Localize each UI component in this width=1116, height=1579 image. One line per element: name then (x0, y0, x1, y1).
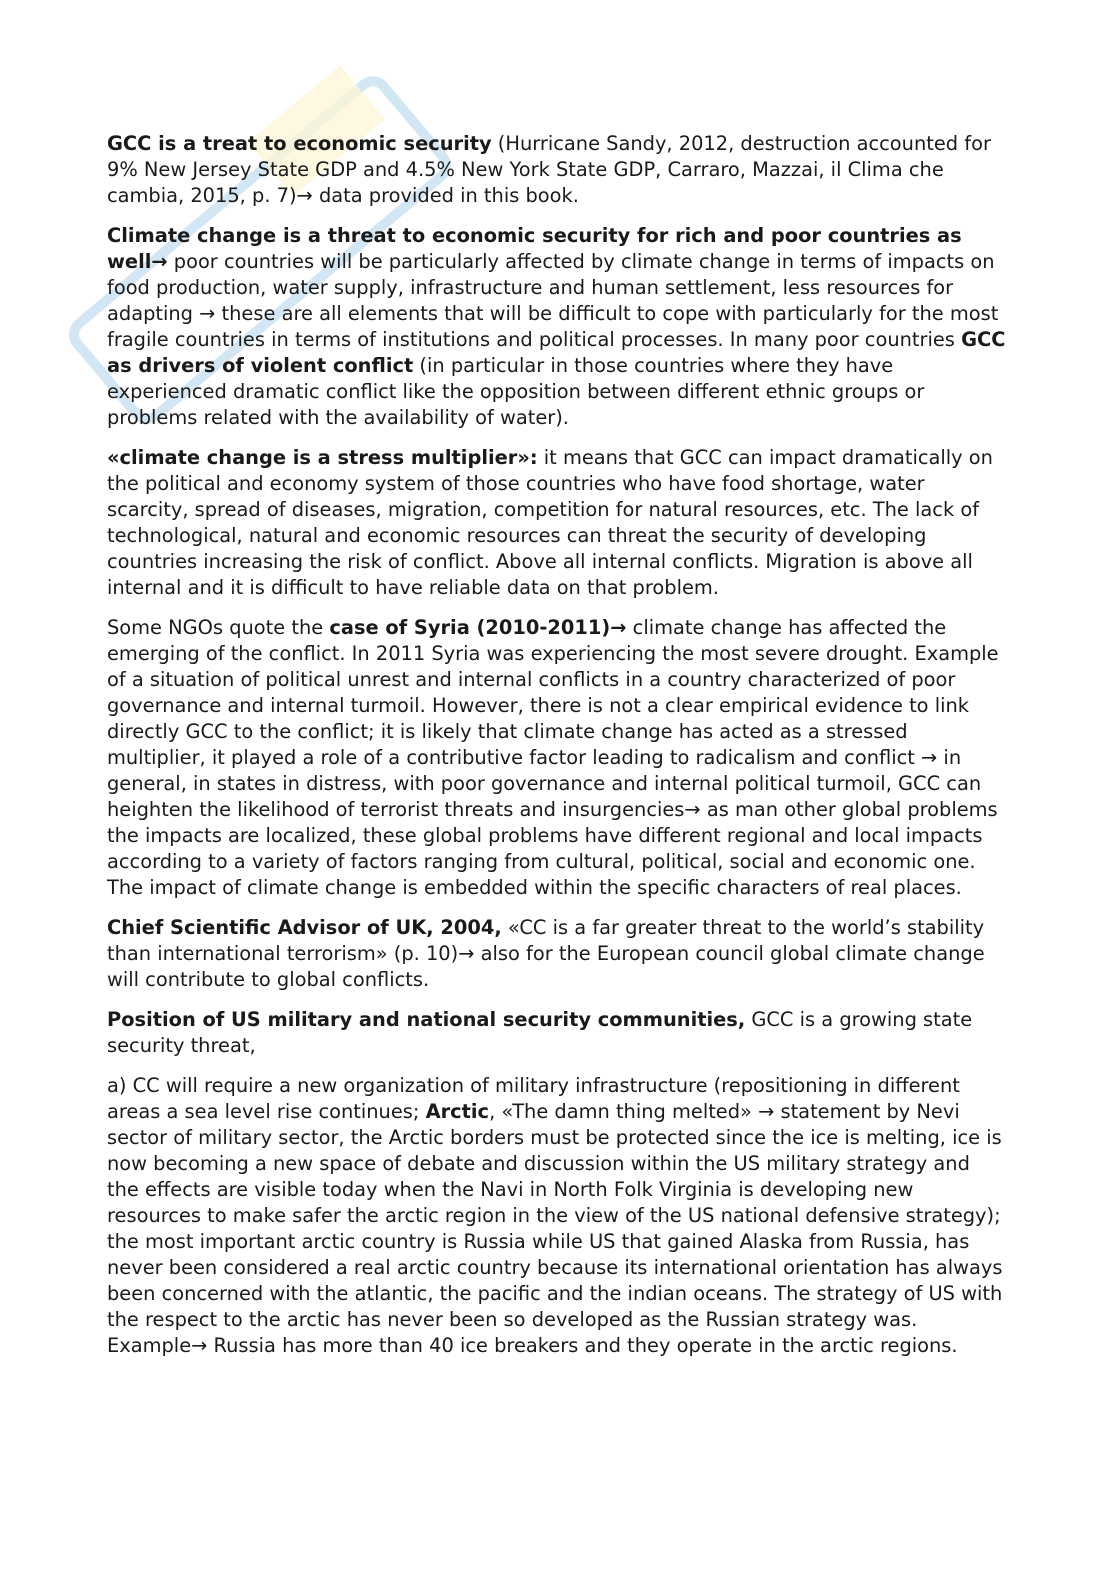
paragraph-stress-multiplier (107, 445, 1007, 601)
paragraph-rich-and-poor-countries (107, 223, 1007, 431)
bold-text-segment: Climate change is a threat to economic security for rich and poor countries as well→ (107, 224, 962, 273)
text-segment: (Hurricane Sandy, 2012, destruction accounted for 9% New Jersey State GDP and 4.5% New York State GDP, Carraro, Mazzai, il Clima che cambia, 2015, p. 7)→ data provided in this book. (107, 132, 991, 207)
document-body (107, 131, 1007, 1373)
bold-text-segment: Chief Scientific Advisor of UK, 2004, (107, 916, 502, 939)
text-segment: Some NGOs quote the (107, 616, 330, 639)
text-segment: «CC is a far greater threat to the world’s stability than international terrorism» (p. 10)→ also for the European council global climate change will contribute to global conflicts. (107, 916, 985, 991)
bold-text-segment: Position of US military and national security communities, (107, 1008, 746, 1031)
bold-text-segment: GCC as drivers of violent conflict (107, 328, 1006, 377)
paragraph-gcc-economic-security (107, 131, 1007, 209)
text-segment: a) CC will require a new organization of military infrastructure (repositioning in different areas a sea level rise continues; (107, 1074, 960, 1123)
paragraph-us-military-position (107, 1007, 1007, 1059)
text-segment: poor countries will be particularly affected by climate change in terms of impacts on food production, water supply, infrastructure and human settlement, less resources for adapting → these are all elements that will be difficult to cope with particularly for the most fragile countries in terms of institutions and political processes. In many poor countries (107, 250, 999, 351)
text-segment: , «The damn thing melted» → statement by Nevi sector of military sector, the Arctic borders must be protected since the ice is melting, ice is now becoming a new space of debate and discussion within the US military strategy and the effects are visible today when the Navi in North Folk Virginia is developing new resources to make safer the arctic region in the view of the US national defensive strategy); the most important arctic country is Russia while US that gained Alaska from Russia, has never been considered a real arctic country because its international orientation has always been concerned with the atlantic, the pacific and the indian oceans. The strategy of US with the respect to the arctic has never been so developed as the Russian strategy was. Example→ Russia has more than 40 ice breakers and they operate in the arctic regions. (107, 1100, 1003, 1357)
paragraph-chief-scientific-advisor (107, 915, 1007, 993)
bold-text-segment: «climate change is a stress multiplier»: (107, 446, 538, 469)
bold-text-segment: case of Syria (2010-2011)→ (329, 616, 627, 639)
paragraph-arctic-infrastructure (107, 1073, 1007, 1359)
text-segment: climate change has affected the emerging of the conflict. In 2011 Syria was experiencing the most severe drought. Example of a situation of political unrest and internal conflicts in a country characterized of poor governance and internal turmoil. However, there is not a clear empirical evidence to link directly GCC to the conflict; it is likely that climate change has acted as a stressed multiplier, it played a role of a contributive factor leading to radicalism and conflict → in general, in states in distress, with poor governance and internal political turmoil, GCC can heighten the likelihood of terrorist threats and insurgencies→ as man other global problems the impacts are localized, these global problems have different regional and local impacts according to a variety of factors ranging from cultural, political, social and economic one. The impact of climate change is embedded within the specific characters of real places. (107, 616, 999, 899)
text-segment: GCC is a growing state security threat, (107, 1008, 973, 1057)
text-segment: it means that GCC can impact dramatically on the political and economy system of those countries who have food shortage, water scarcity, spread of diseases, migration, competition for natural resources, etc. The lack of technological, natural and economic resources can threat the security of developing countries increasing the risk of conflict. Above all internal conflicts. Migration is above all internal and it is difficult to have reliable data on that problem. (107, 446, 993, 599)
bold-text-segment: Arctic (425, 1100, 490, 1123)
text-segment: (in particular in those countries where they have experienced dramatic conflict like the opposition between different ethnic groups or problems related with the availability of water). (107, 354, 925, 429)
bold-text-segment: GCC is a treat to economic security (107, 132, 492, 155)
paragraph-case-of-syria (107, 615, 1007, 901)
